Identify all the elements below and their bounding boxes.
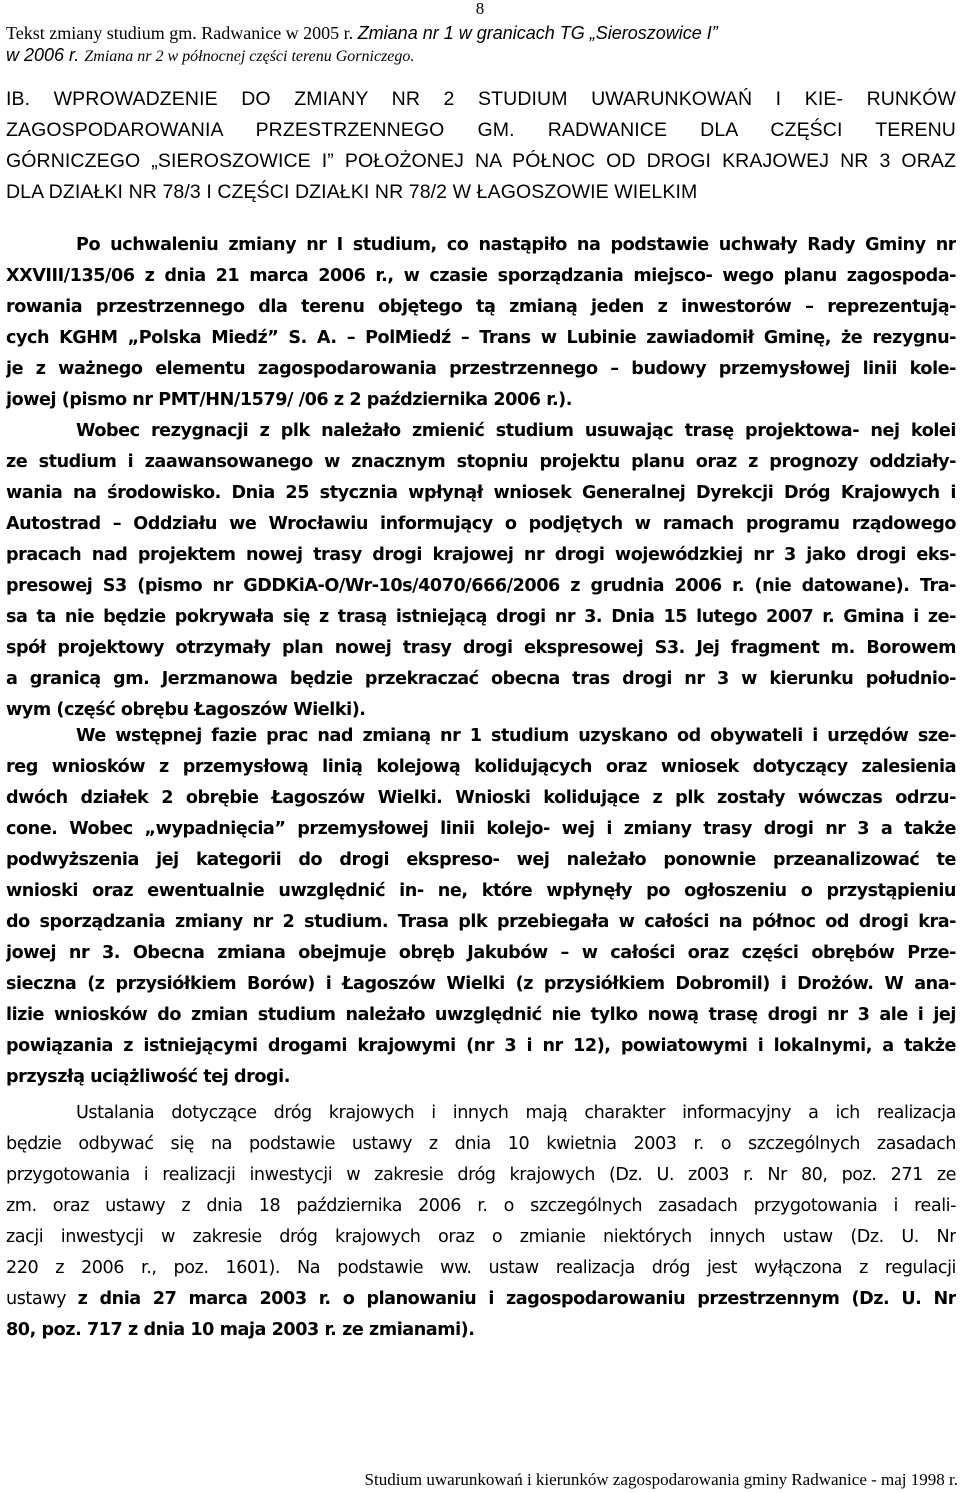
text-line: jowej nr 3. Obecna zmiana obejmuje obręb Jakubów – w całości oraz części obrębów Prze- [6,943,956,963]
text-line: reg wniosków z przemysłową linią kolejową kolidujących oraz wniosek dotyczący zalesienia [6,757,956,777]
text-line: cone. Wobec „wypadnięcia” przemysłowej linii kolejo- wej i zmiany trasy drogi nr 3 a także [6,819,956,839]
text-line: wania na środowisko. Dnia 25 stycznia wpłynął wniosek Generalnej Dyrekcji Dróg Krajowych i [6,483,956,503]
section-title-line: ZAGOSPODAROWANIA PRZESTRZENNEGO GM. RADWANICE DLA CZĘŚCI TERENU [6,119,956,141]
header-change-2: Zmiana nr 2 w północnej części terenu Gorniczego. [84,48,415,65]
text-line: jowej (pismo nr PMT/HN/1579/ /06 z 2 października 2006 r.). [6,390,573,410]
text-line: wnioski oraz ewentualnie uwzględnić in- ne, które wpłynęły po ogłoszeniu o przystąpieniu [6,881,956,901]
text-line: sieczna (z przysiółkiem Borów) i Łagoszów Wielki (z przysiółkiem Dobromil) i Drożów. W ana- [6,974,956,994]
text-run: ustawy [6,1289,78,1309]
text-line: sa ta nie będzie pokrywała się z trasą istniejącą drogi nr 3. Dnia 15 lutego 2007 r. Gmina i ze- [6,607,956,627]
text-line: Po uchwaleniu zmiany nr I studium, co nastąpiło na podstawie uchwały Rady Gminy nr [76,235,956,255]
text-line: Ustalania dotyczące dróg krajowych i innych mają charakter informacyjny a ich realizacja [76,1103,956,1123]
header-line-2 [6,44,906,68]
text-line: cych KGHM „Polska Miedź” S. A. – PolMiedź – Trans w Lubinie zawiadomił Gminę, że rezygnu- [6,328,956,348]
text-line: podwyższenia jej kategorii do drogi ekspreso- wej należało ponownie przeanalizować te [6,850,956,870]
text-line: rowania przestrzennego dla terenu objętego tą zmianą jeden z inwestorów – reprezentują- [6,297,956,317]
section-title-line: DLA DZIAŁKI NR 78/3 I CZĘŚCI DZIAŁKI NR 78/2 W ŁAGOSZOWIE WIELKIM [6,181,698,203]
text-line: pracach nad projektem nowej trasy drogi krajowej nr drogi wojewódzkiej nr 3 jako drogi eks- [6,545,956,565]
text-line: wym (część obrębu Łagoszów Wielki). [6,700,366,720]
header-line-1 [6,22,906,44]
text-line: będzie odbywać się na podstawie ustawy z dnia 10 kwietnia 2003 r. o szczególnych zasadach [6,1134,956,1154]
text-line: powiązania z istniejącymi drogami krajowymi (nr 3 i nr 12), powiatowymi i lokalnymi, a także [6,1036,956,1056]
text-line: spół projektowy otrzymały plan nowej trasy drogi ekspresowej S3. Jej fragment m. Borowem [6,638,956,658]
text-line [6,1284,956,1315]
text-line: przygotowania i realizacji inwestycji w zakresie dróg krajowych (Dz. U. z003 r. Nr 80, poz. 271 ze [6,1165,956,1185]
section-title [6,84,956,208]
text-line: presowej S3 (pismo nr GDDKiA-O/Wr-10s/4070/666/2006 z grudnia 2006 r. (nie datowane). Tra- [6,576,956,596]
text-line: a granicą gm. Jerzmanowa będzie przekraczać obecna tras drogi nr 3 w kierunku południo- [6,669,956,689]
text-line: zacji inwestycji w zakresie dróg krajowych oraz o zmianie niektórych innych ustaw (Dz. U. Nr [6,1227,956,1247]
text-line: Wobec rezygnacji z plk należało zmienić studium usuwając trasę projektowa- nej kolei [76,421,956,441]
text-line: XXVIII/135/06 z dnia 21 marca 2006 r., w czasie sporządzania miejsco- wego planu zagospoda- [6,266,956,286]
text-run-bold: z dnia 27 marca 2003 r. o planowaniu i zagospodarowaniu przestrzennym (Dz. U. Nr [77,1289,956,1309]
text-line: Autostrad – Oddziału we Wrocławiu informujący o podjętych w ramach programu rządowego [6,514,956,534]
paragraph-3 [6,1098,956,1346]
header-year: w 2006 r. [6,45,85,65]
paragraph-2 [6,721,956,1093]
header-change-1: Zmiana nr 1 w granicach TG „Sieroszowice I” [357,23,718,43]
page-number: 8 [475,0,485,18]
text-line: lizie wniosków do zmian studium należało uwzględnić nie tylko nową trasę drogi nr 3 ale i jej [6,1005,956,1025]
section-title-line: GÓRNICZEGO „SIEROSZOWICE I” POŁOŻONEJ NA PÓŁNOC OD DROGI KRAJOWEJ NR 3 ORAZ [6,150,956,172]
paragraph-1 [6,230,956,726]
text-line: 220 z 2006 r., poz. 1601). Na podstawie ww. ustaw realizacja dróg jest wyłączona z regulacji [6,1258,956,1278]
text-line: do sporządzania zmiany nr 2 studium. Trasa plk przebiegała w całości na północ od drogi kra- [6,912,956,932]
text-line: zm. oraz ustawy z dnia 18 października 2006 r. o szczególnych zasadach przygotowania i reali- [6,1196,956,1216]
text-line: je z ważnego elementu zagospodarowania przestrzennego – budowy przemysłowej linii kole- [6,359,956,379]
text-line: ze studium i zaawansowanego w znacznym stopniu projektu planu oraz z prognozy oddziały- [6,452,956,472]
section-title-line: IB. WPROWADZENIE DO ZMIANY NR 2 STUDIUM UWARUNKOWAŃ I KIE- RUNKÓW [6,88,956,110]
text-line: 80, poz. 717 z dnia 10 maja 2003 r. ze zmianami). [6,1320,475,1340]
document-header [6,22,906,68]
text-line: We wstępnej fazie prac nad zmianą nr 1 studium uzyskano od obywateli i urzędów sze- [76,726,956,746]
page-footer: Studium uwarunkowań i kierunków zagospodarowania gminy Radwanice - maj 1998 r. [364,1470,958,1489]
text-line: przyszłą uciążliwość tej drogi. [6,1067,290,1087]
text-line: dwóch działek 2 obrębie Łagoszów Wielki. Wnioski kolidujące z plk zostały wówczas odrzu- [6,788,956,808]
header-study-text: Tekst zmiany studium gm. Radwanice w 2005 r. [6,23,358,43]
